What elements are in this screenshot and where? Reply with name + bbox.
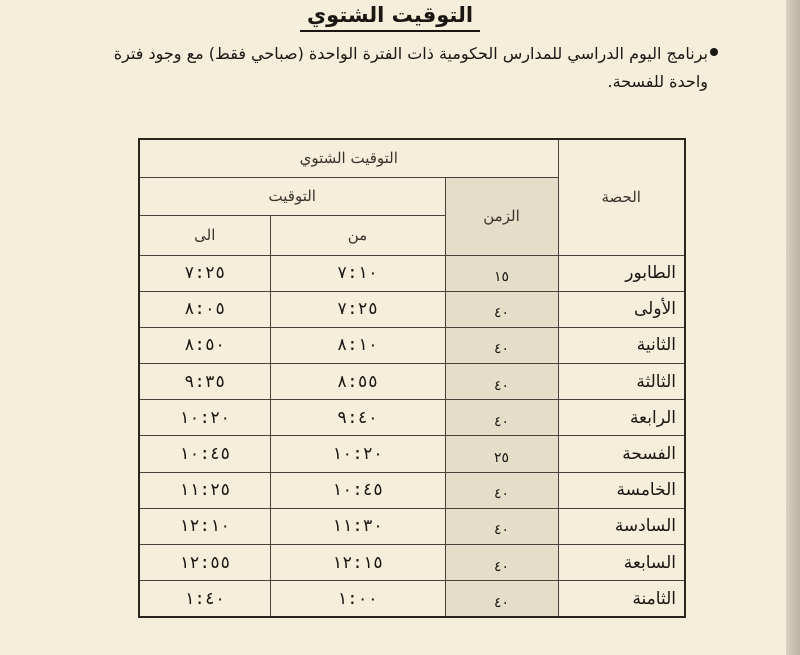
table-row	[139, 400, 685, 436]
table-row	[139, 436, 685, 472]
period-name-cell: الأولى	[558, 291, 685, 327]
from-time-cell: ١٢:١٥	[270, 545, 445, 581]
table-row	[139, 364, 685, 400]
to-time-cell: ١٠:٢٠	[139, 400, 270, 436]
period-name-cell: الثالثة	[558, 364, 685, 400]
duration-cell: ٤٠	[445, 581, 558, 617]
table-row	[139, 255, 685, 291]
period-name-cell: السادسة	[558, 508, 685, 544]
table-row	[139, 545, 685, 581]
page-edge-shadow	[786, 0, 800, 655]
table-row	[139, 581, 685, 617]
from-time-cell: ١٠:٢٠	[270, 436, 445, 472]
period-name-cell: الطابور	[558, 255, 685, 291]
duration-cell: ٢٥	[445, 436, 558, 472]
header-duration: الزمن	[445, 177, 558, 255]
to-time-cell: ١٢:٥٥	[139, 545, 270, 581]
header-winter-timing: التوقيت الشتوي	[139, 139, 558, 177]
duration-cell: ٤٠	[445, 327, 558, 363]
from-time-cell: ٩:٤٠	[270, 400, 445, 436]
period-name-cell: الخامسة	[558, 472, 685, 508]
table-row	[139, 291, 685, 327]
table-row	[139, 472, 685, 508]
from-time-cell: ٨:١٠	[270, 327, 445, 363]
to-time-cell: ١:٤٠	[139, 581, 270, 617]
header-from: من	[270, 215, 445, 255]
table-row	[139, 508, 685, 544]
duration-cell: ٤٠	[445, 291, 558, 327]
from-time-cell: ٧:٢٥	[270, 291, 445, 327]
page-title: التوقيت الشتوي	[300, 0, 480, 32]
period-name-cell: الرابعة	[558, 400, 685, 436]
period-name-cell: السابعة	[558, 545, 685, 581]
duration-cell: ٤٠	[445, 545, 558, 581]
header-to: الى	[139, 215, 270, 255]
from-time-cell: ١:٠٠	[270, 581, 445, 617]
from-time-cell: ١١:٣٠	[270, 508, 445, 544]
to-time-cell: ١٠:٤٥	[139, 436, 270, 472]
from-time-cell: ٧:١٠	[270, 255, 445, 291]
header-period: الحصة	[558, 139, 685, 255]
winter-schedule-table	[138, 138, 686, 618]
to-time-cell: ٧:٢٥	[139, 255, 270, 291]
table-row	[139, 327, 685, 363]
bullet-point	[710, 48, 718, 56]
period-name-cell: الثانية	[558, 327, 685, 363]
to-time-cell: ١١:٢٥	[139, 472, 270, 508]
from-time-cell: ٨:٥٥	[270, 364, 445, 400]
period-name-cell: الثامنة	[558, 581, 685, 617]
to-time-cell: ٩:٣٥	[139, 364, 270, 400]
from-time-cell: ١٠:٤٥	[270, 472, 445, 508]
to-time-cell: ١٢:١٠	[139, 508, 270, 544]
duration-cell: ١٥	[445, 255, 558, 291]
to-time-cell: ٨:٥٠	[139, 327, 270, 363]
period-name-cell: الفسحة	[558, 436, 685, 472]
duration-cell: ٤٠	[445, 508, 558, 544]
duration-cell: ٤٠	[445, 472, 558, 508]
schedule-body	[139, 255, 685, 617]
duration-cell: ٤٠	[445, 364, 558, 400]
to-time-cell: ٨:٠٥	[139, 291, 270, 327]
duration-cell: ٤٠	[445, 400, 558, 436]
intro-paragraph: برنامج اليوم الدراسي للمدارس الحكومية ذات الفترة الواحدة (صباحي فقط) مع وجود فترة واحدة للفسحة.	[113, 44, 708, 91]
header-timing: التوقيت	[139, 177, 445, 215]
